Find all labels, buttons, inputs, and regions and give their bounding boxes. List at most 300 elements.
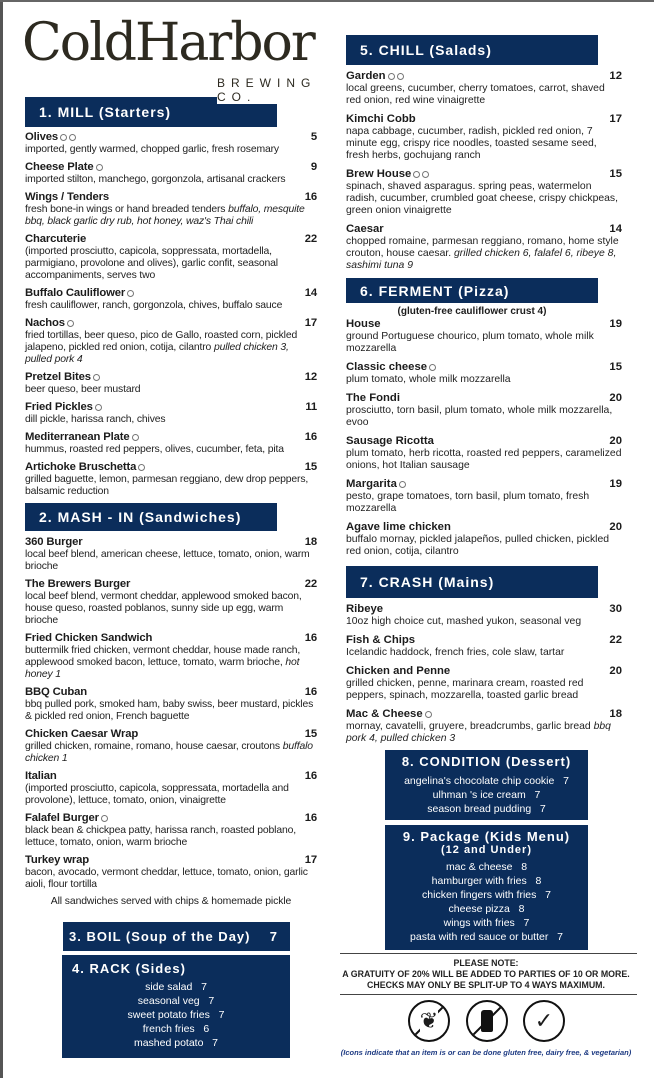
vegetarian-icon: ✓ <box>523 1000 565 1042</box>
menu-item-description-text: napa cabbage, cucumber, radish, pickled red onion, 7 minute egg, crispy rice noodles, toasted sesame seed, fresh herbs, gochujang ranch <box>346 126 597 161</box>
section-package <box>385 825 588 950</box>
menu-item-description <box>25 246 317 282</box>
menu-item-name <box>25 287 134 300</box>
menu-item-name-text: Caesar <box>346 223 384 235</box>
menu-item-description <box>25 645 317 681</box>
menu-item-name-text: Garden <box>346 70 386 82</box>
menu-item-description-text: prosciutto, torn basil, plum tomato, whole milk mozzarella, evoo <box>346 405 613 428</box>
menu-item-price: 19 <box>609 478 622 490</box>
rack-items <box>62 980 290 1050</box>
list-item: seasonal veg 7 <box>137 995 215 1007</box>
menu-item-price: 15 <box>304 728 317 740</box>
menu-item-description <box>25 414 317 426</box>
menu-item-name-text: 360 Burger <box>25 536 83 548</box>
menu-item-addons: bbq pork 4, pulled chicken 3 <box>346 721 611 744</box>
menu-item-header <box>346 70 622 83</box>
menu-item-header <box>346 521 622 534</box>
list-item: cheese pizza 8 <box>448 903 525 915</box>
menu-item-price: 30 <box>609 603 622 615</box>
menu-item-description <box>25 825 317 849</box>
menu-item-description-text: ground Portuguese chourico, plum tomato, whole milk mozzarella <box>346 331 594 354</box>
ferment-subtitle: (gluten-free cauliflower crust 4) <box>397 306 547 317</box>
menu-item <box>25 686 317 723</box>
menu-item-name <box>346 70 404 83</box>
section-header-boil: 3. BOIL (Soup of the Day) <box>69 929 251 944</box>
list-item: season bread pudding 7 <box>427 803 546 815</box>
menu-item-name <box>25 461 145 474</box>
menu-item-description <box>346 331 622 355</box>
divider <box>340 953 637 954</box>
menu-item-description-text: buttermilk fried chicken, vermont cheddar, house made ranch, applewood smoked bacon, lettuce, tomato, warm brioche, <box>25 645 301 668</box>
menu-item-description-text: beer queso, beer mustard <box>25 384 141 395</box>
menu-item-price: 15 <box>609 168 622 180</box>
vegetarian-icon <box>95 404 102 411</box>
menu-item-description <box>346 534 622 558</box>
vegetarian-icon <box>132 434 139 441</box>
menu-item-description-text: imported stilton, manchego, gorgonzola, artisanal crackers <box>25 174 286 185</box>
menu-item-price: 19 <box>609 318 622 330</box>
menu-item-name-text: Margarita <box>346 478 397 490</box>
section-header-crash: 7. CRASH (Mains) <box>346 566 598 598</box>
menu-item <box>346 223 622 272</box>
menu-item <box>346 318 622 355</box>
menu-item-name <box>25 401 102 414</box>
list-item: ulhman 's ice cream 7 <box>432 789 541 801</box>
package-subtitle: (12 and Under) <box>440 844 532 856</box>
menu-item-name <box>346 361 436 374</box>
menu-item-description-text: local beef blend, vermont cheddar, applewood smoked bacon, house queso, roasted poblanos, sunny side up egg, warm brioche <box>25 591 302 626</box>
menu-item <box>346 168 622 217</box>
menu-item-price: 20 <box>609 521 622 533</box>
menu-item-name-text: House <box>346 318 381 330</box>
boil-price: 7 <box>269 929 278 944</box>
menu-item-header <box>25 287 317 300</box>
menu-item-description-text: fried tortillas, beer queso, pico de Gallo, roasted corn, pickled jalapeno, pickled red onion, cotija, cilantro <box>25 330 298 353</box>
right-column <box>346 35 622 751</box>
menu-item-name-text: Falafel Burger <box>25 812 99 824</box>
menu-item <box>346 665 622 702</box>
menu-item-header <box>346 168 622 181</box>
divider <box>340 994 637 995</box>
menu-item-name <box>346 521 451 534</box>
menu-item-name-text: Brew House <box>346 168 412 180</box>
menu-item-description <box>346 448 622 472</box>
menu-item-name-text: Ribeye <box>346 603 384 615</box>
menu-item <box>346 361 622 386</box>
menu-item-description-text: plum tomato, whole milk mozzarella <box>346 374 511 385</box>
vegetarian-icon <box>127 290 134 297</box>
menu-item-name-text: Olives <box>25 131 59 143</box>
menu-item-name <box>25 233 86 246</box>
menu-item-description-text: 10oz high choice cut, mashed yukon, seasonal veg <box>346 616 582 627</box>
ferment-items <box>346 318 622 558</box>
menu-item <box>346 708 622 745</box>
menu-item-name-text: Nachos <box>25 317 65 329</box>
menu-item-name-text: Fried Chicken Sandwich <box>25 632 153 644</box>
menu-item-name <box>25 131 76 144</box>
menu-item-description <box>25 384 317 396</box>
chill-items <box>346 70 622 272</box>
menu-item-price: 14 <box>609 223 622 235</box>
vegetarian-icon <box>138 464 145 471</box>
menu-item-description <box>25 474 317 498</box>
menu-item-price: 16 <box>304 431 317 443</box>
menu-item-name <box>25 191 109 204</box>
notice-gratuity: A GRATUITY OF 20% WILL BE ADDED TO PARTIES OF 10 OR MORE. <box>342 969 630 979</box>
menu-item-name-text: Fish & Chips <box>346 634 416 646</box>
menu-item-price: 17 <box>304 854 317 866</box>
gluten-free-icon <box>413 171 420 178</box>
condition-items <box>385 774 588 816</box>
vegetarian-icon <box>67 320 74 327</box>
menu-item-header <box>346 708 622 721</box>
menu-item <box>25 812 317 849</box>
menu-item-name <box>346 435 434 448</box>
notice-checks: CHECKS MAY ONLY BE SPLIT-UP TO 4 WAYS MAXIMUM. <box>367 980 605 990</box>
list-item: side salad 7 <box>145 981 207 993</box>
menu-item-price: 22 <box>609 634 622 646</box>
menu-item <box>25 578 317 627</box>
menu-item-description <box>25 144 317 156</box>
menu-item-price: 22 <box>304 233 317 245</box>
menu-item-header <box>25 317 317 330</box>
menu-item-name-text: Mediterranean Plate <box>25 431 130 443</box>
menu-item-header <box>346 113 622 126</box>
menu-item-description <box>25 867 317 891</box>
menu-item <box>25 431 317 456</box>
menu-item-name <box>346 168 429 181</box>
menu-item-price: 15 <box>609 361 622 373</box>
menu-item-header <box>25 431 317 444</box>
menu-item-addons: grilled chicken 6, falafel 6, ribeye 8, sashimi tuna 9 <box>346 248 617 271</box>
menu-item-price: 18 <box>609 708 622 720</box>
menu-item-header <box>25 728 317 741</box>
list-item: hamburger with fries 8 <box>431 875 542 887</box>
menu-item-price: 20 <box>609 665 622 677</box>
list-item: sweet potato fries 7 <box>127 1009 225 1021</box>
vegetarian-icon <box>429 364 436 371</box>
menu-item-description-text: dill pickle, harissa ranch, chives <box>25 414 166 425</box>
menu-item-name <box>25 371 100 384</box>
menu-item-description-text: Icelandic haddock, french fries, cole slaw, tartar <box>346 647 565 658</box>
menu-item-header <box>346 634 622 647</box>
menu-item-name <box>25 854 89 867</box>
menu-item-name-text: Kimchi Cobb <box>346 113 416 125</box>
menu-item <box>25 287 317 312</box>
section-condition <box>385 750 588 820</box>
menu-item <box>25 161 317 186</box>
menu-item-header <box>346 435 622 448</box>
menu-item-description-text: hummus, roasted red peppers, olives, cucumber, feta, pita <box>25 444 284 455</box>
menu-item-description-text: plum tomato, herb ricotta, roasted red peppers, caramelized onions, hot Italian sausage <box>346 448 622 471</box>
menu-item-addons: buffalo, mesquite bbq, black garlic dry rub, hot honey, waz's Thai chili <box>25 204 305 227</box>
menu-item-description-text: bacon, avocado, vermont cheddar, lettuce, tomato, onion, garlic aioli, flour tortilla <box>25 867 308 890</box>
list-item: pasta with red sauce or butter 7 <box>410 931 563 943</box>
menu-item-name <box>346 392 400 405</box>
menu-item-name <box>25 812 108 825</box>
menu-item-description-text: buffalo mornay, pickled jalapeños, pulled chicken, pickled red onion, cotija, cilantro <box>346 534 610 557</box>
menu-item-name-text: Cheese Plate <box>25 161 94 173</box>
left-column <box>25 97 317 908</box>
menu-item <box>346 70 622 107</box>
menu-item-name <box>25 536 83 549</box>
menu-item-name <box>346 634 415 647</box>
menu-item-description-text: bbq pulled pork, smoked ham, baby swiss, beer mustard, pickles & pickled red onion, French baguette <box>25 699 314 722</box>
menu-item-name-text: Chicken and Penne <box>346 665 451 677</box>
menu-item <box>25 854 317 891</box>
list-item: wings with fries 7 <box>443 917 530 929</box>
menu-item-header <box>25 233 317 246</box>
menu-item-price: 20 <box>609 435 622 447</box>
menu-item-header <box>25 578 317 591</box>
menu-item <box>346 392 622 429</box>
menu-item-description <box>346 647 622 659</box>
list-item: chicken fingers with fries 7 <box>422 889 551 901</box>
legend-footnote: (Icons indicate that an item is or can be done gluten free, dairy free, & vegetarian) <box>340 1048 632 1057</box>
menu-item-name-text: Turkey wrap <box>25 854 90 866</box>
menu-item-description <box>25 549 317 573</box>
menu-item <box>25 131 317 156</box>
menu-item-price: 20 <box>609 392 622 404</box>
menu-item <box>346 435 622 472</box>
gluten-free-icon: ❦ <box>408 1000 450 1042</box>
section-header-condition: 8. CONDITION (Dessert) <box>401 754 572 769</box>
menu-item-name <box>346 665 450 678</box>
menu-item-price: 5 <box>310 131 317 143</box>
menu-item <box>25 371 317 396</box>
menu-item-header <box>25 161 317 174</box>
section-header-chill: 5. CHILL (Salads) <box>346 35 598 65</box>
menu-item-name-text: Agave lime chicken <box>346 521 451 533</box>
menu-item-header <box>346 318 622 331</box>
logo-subtitle: BREWING CO. <box>217 76 317 104</box>
menu-item-header <box>346 665 622 678</box>
menu-item-description <box>25 444 317 456</box>
menu-item-description <box>346 678 622 702</box>
menu-item-description <box>346 405 622 429</box>
menu-item-description <box>346 126 622 162</box>
menu-item-header <box>25 854 317 867</box>
menu-item <box>25 461 317 498</box>
menu-item <box>25 191 317 228</box>
menu-item <box>25 728 317 765</box>
menu-item-name-text: BBQ Cuban <box>25 686 88 698</box>
menu-item-description-text: local greens, cucumber, cherry tomatoes, carrot, shaved red onion, red wine vinaigrette <box>346 83 605 106</box>
menu-item-addons: hot honey 1 <box>25 657 300 680</box>
vegetarian-icon <box>397 73 404 80</box>
menu-item-name-text: Fried Pickles <box>25 401 93 413</box>
vegetarian-icon <box>93 374 100 381</box>
notice <box>333 958 639 991</box>
menu-item-price: 12 <box>609 70 622 82</box>
menu-item-header <box>25 131 317 144</box>
menu-item-price: 16 <box>304 770 317 782</box>
vegetarian-icon <box>101 815 108 822</box>
menu-item-price: 16 <box>304 632 317 644</box>
menu-item-name <box>25 632 152 645</box>
menu-item-price: 17 <box>609 113 622 125</box>
menu-item-description-text: black bean & chickpea patty, harissa ranch, roasted poblano, lettuce, tomato, onion, warm brioche <box>25 825 296 848</box>
menu-item-name <box>346 478 406 491</box>
list-item: mac & cheese 8 <box>445 861 528 873</box>
menu-item-name <box>346 223 384 236</box>
menu-item-name-text: Pretzel Bites <box>25 371 91 383</box>
menu-item <box>25 770 317 807</box>
menu-item-name-text: Wings / Tenders <box>25 191 110 203</box>
menu-item-price: 16 <box>304 686 317 698</box>
menu-item-name <box>346 603 383 616</box>
menu-item-description <box>346 491 622 515</box>
vegetarian-icon <box>425 711 432 718</box>
list-item: mashed potato 7 <box>133 1037 219 1049</box>
logo-wordmark: ColdHarbor <box>22 13 314 73</box>
menu-item-header <box>346 361 622 374</box>
section-header-rack: 4. RACK (Sides) <box>72 961 186 976</box>
menu-item <box>346 603 622 628</box>
package-items <box>385 860 588 944</box>
menu-item-price: 12 <box>304 371 317 383</box>
menu-item-description-text: local beef blend, american cheese, lettuce, tomato, onion, warm brioche <box>25 549 310 572</box>
gluten-free-icon <box>60 134 67 141</box>
menu-item-price: 15 <box>304 461 317 473</box>
menu-item-name <box>346 708 432 721</box>
vegetarian-icon <box>96 164 103 171</box>
menu-item-header <box>346 603 622 616</box>
crash-items <box>346 603 622 745</box>
menu-item-description-text: spinach, shaved asparagus. spring peas, watermelon radish, cucumber, crumbled goat cheese, crispy chickpeas, green onion vinaigrette <box>346 181 619 216</box>
menu-item <box>25 317 317 366</box>
menu-item-description <box>25 330 317 366</box>
vegetarian-icon <box>422 171 429 178</box>
menu-item-name-text: The Fondi <box>346 392 400 404</box>
menu-item-addons: pulled chicken 3, pulled pork 4 <box>25 342 289 365</box>
menu-item-price: 9 <box>310 161 317 173</box>
menu-item <box>25 233 317 282</box>
menu-item-description <box>25 174 317 186</box>
menu-item-description <box>25 783 317 807</box>
section-rack <box>62 955 290 1058</box>
menu-item <box>346 478 622 515</box>
menu-item-description-text: (imported prosciutto, capicola, soppressata, mortadella, parmigiano, provolone and olives), garlic confit, seasonal accompaniments, serves two <box>25 246 278 281</box>
menu-item-description-text: mornay, cavatelli, gruyere, breadcrumbs, garlic bread <box>346 721 591 732</box>
vegetarian-icon <box>399 481 406 488</box>
menu-item-name <box>25 578 130 591</box>
menu-item-description-text: fresh bone-in wings or hand breaded tenders <box>25 204 226 215</box>
menu-item-header <box>346 392 622 405</box>
menu-item <box>25 401 317 426</box>
menu-item-price: 18 <box>304 536 317 548</box>
menu-item-name <box>25 317 74 330</box>
menu-item-header <box>25 812 317 825</box>
menu-item-header <box>25 632 317 645</box>
menu-item-header <box>25 770 317 783</box>
menu-item-name <box>25 686 87 699</box>
menu-item-price: 22 <box>304 578 317 590</box>
menu-item-header <box>346 223 622 236</box>
menu-item-name-text: Italian <box>25 770 57 782</box>
menu-item-name <box>25 161 103 174</box>
menu-item-name <box>346 318 381 331</box>
menu-item-description <box>346 616 622 628</box>
menu-item-name <box>25 770 57 783</box>
cold-harbor-logo <box>22 13 317 104</box>
page-top-edge <box>0 0 654 2</box>
section-header-ferment: 6. FERMENT (Pizza) <box>346 278 598 303</box>
menu-item-addons: buffalo chicken 1 <box>25 741 313 764</box>
menu-item-price: 16 <box>304 812 317 824</box>
menu-item-name-text: Artichoke Bruschetta <box>25 461 137 473</box>
list-item: french fries 6 <box>142 1023 210 1035</box>
menu-item-name <box>25 431 139 444</box>
menu-item-header <box>25 461 317 474</box>
section-boil <box>63 922 290 951</box>
menu-item-header <box>25 191 317 204</box>
menu-item-description <box>25 741 317 765</box>
menu-item-description-text: grilled baguette, lemon, parmesan reggiano, dew drop peppers, balsamic reduction <box>25 474 309 497</box>
menu-item-name <box>25 728 138 741</box>
sandwich-note: All sandwiches served with chips & homemade pickle <box>25 896 317 908</box>
menu-item-name-text: Classic cheese <box>346 361 428 373</box>
menu-item-description <box>346 236 622 272</box>
menu-item <box>346 521 622 558</box>
menu-item-description-text: chopped romaine, parmesan reggiano, romano, home style crouton, house caesar. <box>346 236 619 259</box>
menu-item-name-text: Mac & Cheese <box>346 708 423 720</box>
menu-item-description <box>25 300 317 312</box>
menu-item <box>346 634 622 659</box>
section-header-mash: 2. MASH - IN (Sandwiches) <box>25 503 277 531</box>
menu-item-name-text: The Brewers Burger <box>25 578 131 590</box>
menu-item-price: 11 <box>305 401 317 413</box>
menu-item-header <box>25 536 317 549</box>
menu-item-header <box>25 371 317 384</box>
list-item: angelina's chocolate chip cookie 7 <box>404 775 569 787</box>
menu-item-header <box>25 401 317 414</box>
menu-item-description <box>346 721 622 745</box>
menu-item-name-text: Charcuterie <box>25 233 87 245</box>
dairy-free-icon <box>466 1000 508 1042</box>
menu-item-description <box>25 591 317 627</box>
menu-item-price: 16 <box>304 191 317 203</box>
menu-item-header <box>346 478 622 491</box>
menu-item-price: 14 <box>304 287 317 299</box>
menu-item <box>25 632 317 681</box>
menu-item-description <box>25 699 317 723</box>
menu-item-price: 17 <box>304 317 317 329</box>
menu-item-name-text: Chicken Caesar Wrap <box>25 728 139 740</box>
menu-item-name-text: Sausage Ricotta <box>346 435 434 447</box>
menu-item-description-text: fresh cauliflower, ranch, gorgonzola, chives, buffalo sauce <box>25 300 283 311</box>
section-header-package: 9. Package (Kids Menu) <box>402 829 571 844</box>
menu-item-description-text: imported, gently warmed, chopped garlic, fresh rosemary <box>25 144 279 155</box>
gluten-free-icon <box>388 73 395 80</box>
mash-items <box>25 536 317 891</box>
menu-item-description-text: (imported prosciutto, capicola, soppressata, mortadella and provolone), lettuce, tomato, onion, vinaigrette <box>25 783 289 806</box>
menu-item-name <box>346 113 416 126</box>
page-edge <box>0 0 3 1078</box>
menu-item-description-text: grilled chicken, romaine, romano, house caesar, croutons <box>25 741 280 752</box>
menu-item-description-text: pesto, grape tomatoes, torn basil, plum tomato, fresh mozzarella <box>346 491 590 514</box>
menu-item-description <box>346 374 622 386</box>
notice-heading: PLEASE NOTE: <box>453 958 519 968</box>
menu-item-description-text: grilled chicken, penne, marinara cream, roasted red peppers, spinach, mozzarella, toasted garlic bread <box>346 678 584 701</box>
menu-item-name-text: Buffalo Cauliflower <box>25 287 126 299</box>
section-header-mill: 1. MILL (Starters) <box>25 97 277 127</box>
mill-items <box>25 131 317 498</box>
menu-item-description <box>346 83 622 107</box>
menu-item <box>346 113 622 162</box>
menu-item-header <box>25 686 317 699</box>
menu-item-description <box>346 181 622 217</box>
